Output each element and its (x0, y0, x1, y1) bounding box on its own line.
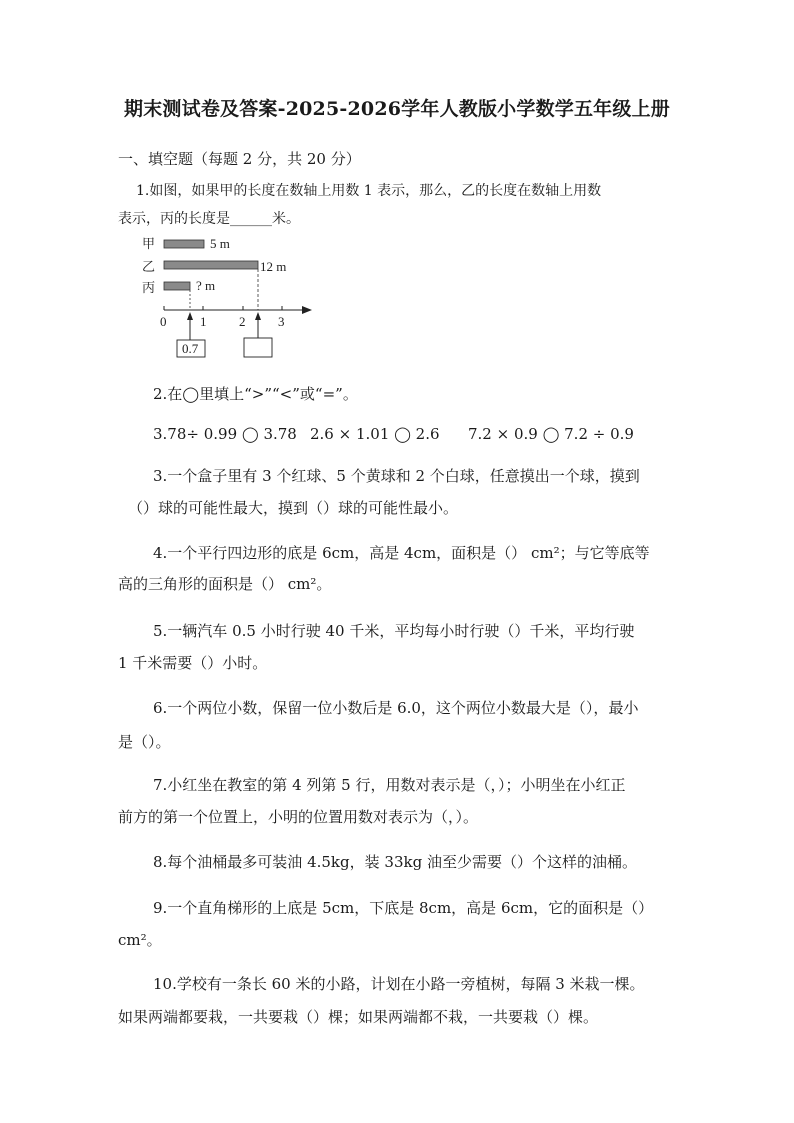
question-1-line-1: 1.如图，如果甲的长度在数轴上用数 1 表示，那么，乙的长度在数轴上用数 (136, 183, 602, 199)
length-bing: ? m (196, 278, 216, 293)
question-6-line-1: 6.一个两位小数，保留一位小数后是 6.0，这个两位小数最大是（），最小 (153, 699, 639, 717)
page-title: 期末测试卷及答案-2025-2026学年人教版小学数学五年级上册 (124, 98, 670, 120)
question-9-line-2: cm²。 (118, 931, 162, 949)
question-7-line-2: 前方的第一个位置上，小明的位置用数对表示为（，）。 (118, 808, 479, 826)
number-line-figure (130, 232, 320, 362)
question-6-line-2: 是（）。 (118, 733, 171, 751)
bar-yi (164, 261, 258, 269)
answer-box-empty (244, 338, 272, 357)
label-yi: 乙 (142, 260, 156, 275)
length-yi: 12 m (260, 259, 287, 274)
bar-bing (164, 282, 190, 290)
question-9-line-1: 9.一个直角梯形的上底是 5cm，下底是 8cm，高是 6cm，它的面积是（） (153, 899, 654, 917)
expression-2: 2.6 × 1.01 ◯ 2.6 (310, 425, 440, 443)
question-10-line-2: 如果两端都要栽，一共要栽（）棵；如果两端都不栽，一共要栽（）棵。 (118, 1008, 599, 1026)
question-1-line-2: 表示，丙的长度是______米。 (118, 211, 300, 227)
length-jia: 5 m (210, 236, 230, 251)
question-4-line-2: 高的三角形的面积是（） cm²。 (118, 575, 332, 593)
tick-label-0: 0 (160, 314, 167, 329)
question-8-line-1: 8.每个油桶最多可装油 4.5kg，装 33kg 油至少需要（）个这样的油桶。 (153, 853, 637, 871)
expression-3: 7.2 × 0.9 ◯ 7.2 ÷ 0.9 (468, 425, 634, 443)
question-3-line-2: （）球的可能性最大，摸到（）球的可能性最小。 (128, 499, 459, 517)
tick-label-1: 1 (200, 314, 207, 329)
box-value: 0.7 (182, 341, 199, 356)
expression-1: 3.78÷ 0.99 ◯ 3.78 (153, 425, 297, 443)
arrow-up-icon (255, 312, 261, 320)
question-10-line-1: 10.学校有一条长 60 米的小路，计划在小路一旁植树，每隔 3 米栽一棵。 (153, 975, 645, 993)
arrow-up-icon (187, 312, 193, 320)
question-7-line-1: 7.小红坐在教室的第 4 列第 5 行，用数对表示是（，）；小明坐在小红正 (153, 776, 626, 794)
bar-jia (164, 240, 204, 248)
label-jia: 甲 (142, 237, 156, 252)
axis-arrow-icon (302, 306, 312, 314)
question-5-line-2: 1 千米需要（）小时。 (118, 654, 268, 672)
tick-label-2: 2 (239, 314, 246, 329)
question-5-line-1: 5.一辆汽车 0.5 小时行驶 40 千米，平均每小时行驶（）千米，平均行驶 (153, 622, 635, 640)
label-bing: 丙 (142, 281, 156, 296)
question-4-line-1: 4.一个平行四边形的底是 6cm，高是 4cm，面积是（） cm²；与它等底等 (153, 544, 650, 562)
question-2-text: 2.在◯里填上“>”“<”或“=”。 (153, 385, 358, 403)
section-heading: 一、填空题（每题 2 分，共 20 分） (118, 150, 361, 168)
question-3-line-1: 3.一个盒子里有 3 个红球、5 个黄球和 2 个白球，任意摸出一个球，摸到 (153, 467, 640, 485)
tick-label-3: 3 (278, 314, 285, 329)
